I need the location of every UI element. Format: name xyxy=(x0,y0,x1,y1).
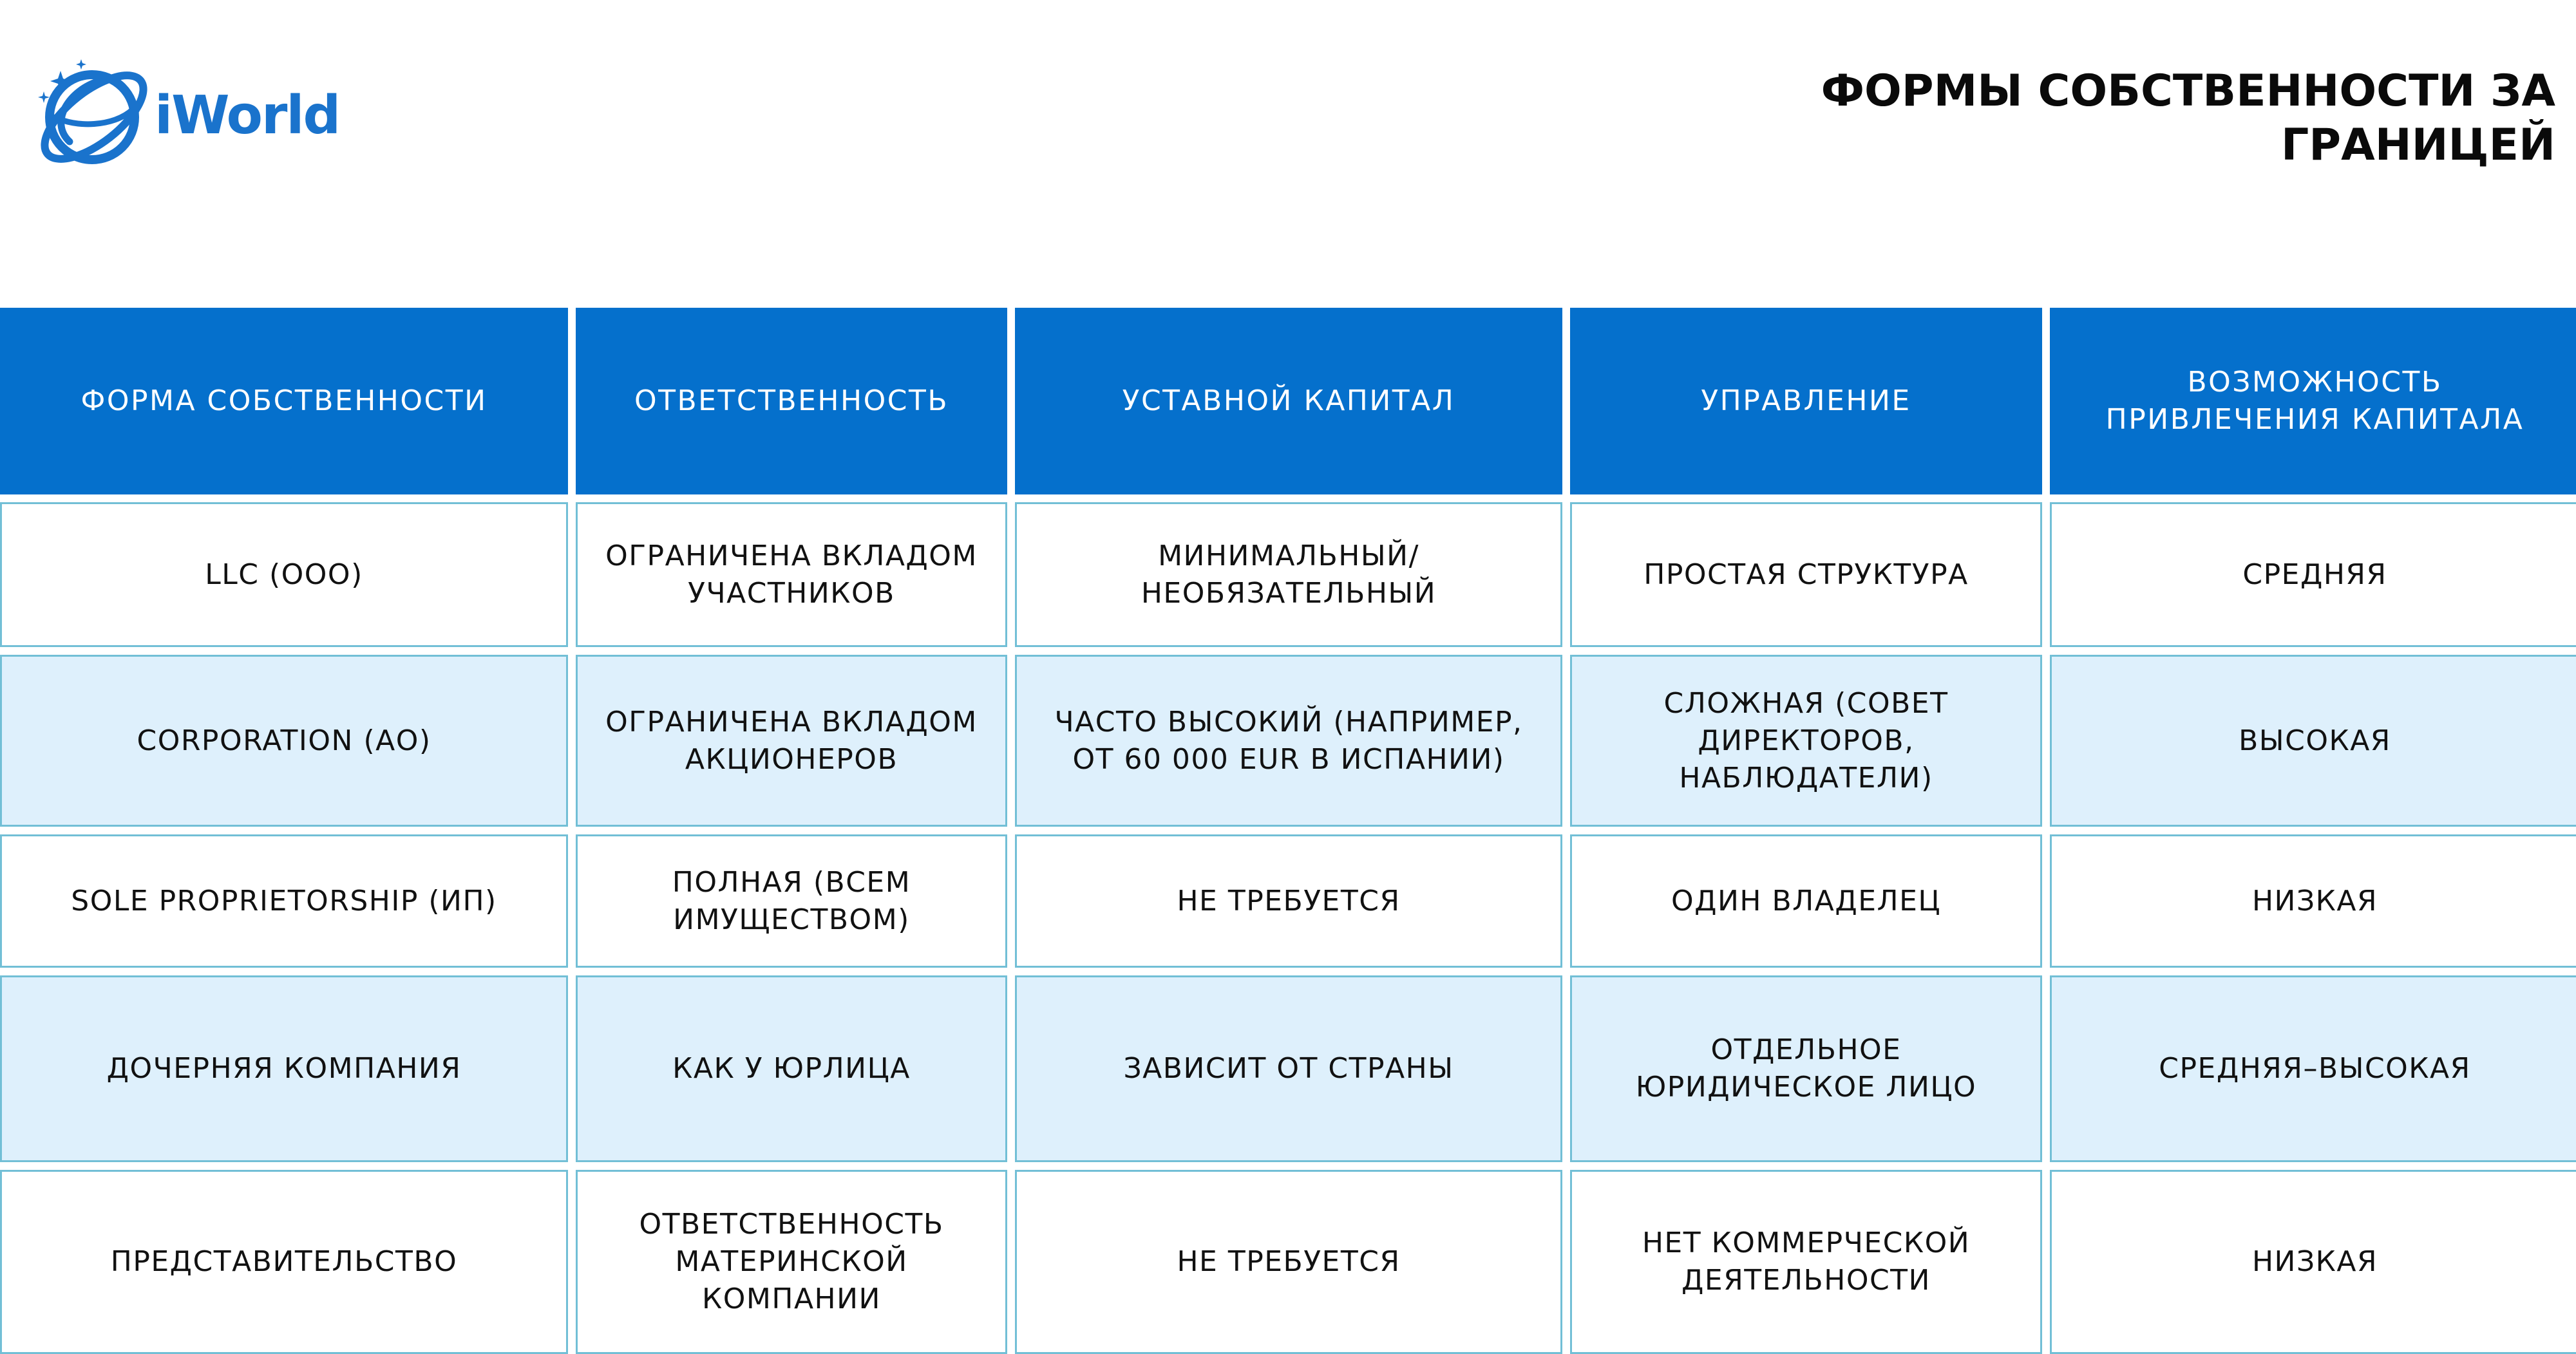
globe-orbit-logo-icon xyxy=(30,45,158,180)
table-cell: МИНИМАЛЬНЫЙ/ НЕОБЯЗАТЕЛЬНЫЙ xyxy=(1015,502,1562,647)
table-cell: ПРОСТАЯ СТРУКТУРА xyxy=(1570,502,2042,647)
table-cell: НЕТ КОММЕРЧЕСКОЙ ДЕЯТЕЛЬНОСТИ xyxy=(1570,1170,2042,1354)
table-cell: CORPORATION (АО) xyxy=(0,655,568,827)
ownership-forms-table xyxy=(0,308,2576,1354)
table-header-cell: ВОЗМОЖНОСТЬ ПРИВЛЕЧЕНИЯ КАПИТАЛА xyxy=(2050,308,2576,494)
table-cell: НЕ ТРЕБУЕТСЯ xyxy=(1015,834,1562,968)
table-cell: ОТВЕТСТВЕННОСТЬ МАТЕРИНСКОЙ КОМПАНИИ xyxy=(576,1170,1007,1354)
table-cell: ЗАВИСИТ ОТ СТРАНЫ xyxy=(1015,975,1562,1162)
table-header-cell: УСТАВНОЙ КАПИТАЛ xyxy=(1015,308,1562,494)
table-cell: ОТДЕЛЬНОЕ ЮРИДИЧЕСКОЕ ЛИЦО xyxy=(1570,975,2042,1162)
table-cell: СРЕДНЯЯ–ВЫСОКАЯ xyxy=(2050,975,2576,1162)
table-header-cell: ФОРМА СОБСТВЕННОСТИ xyxy=(0,308,568,494)
table-cell: НИЗКАЯ xyxy=(2050,834,2576,968)
table-cell: ЧАСТО ВЫСОКИЙ (НАПРИМЕР, ОТ 60 000 EUR В ИСПАНИИ) xyxy=(1015,655,1562,827)
table-header-cell: ОТВЕТСТВЕННОСТЬ xyxy=(576,308,1007,494)
table-cell: ОДИН ВЛАДЕЛЕЦ xyxy=(1570,834,2042,968)
table-cell: ДОЧЕРНЯЯ КОМПАНИЯ xyxy=(0,975,568,1162)
page-title: ФОРМЫ СОБСТВЕННОСТИ ЗА ГРАНИЦЕЙ xyxy=(1821,66,2555,171)
table-cell: ПОЛНАЯ (ВСЕМ ИМУЩЕСТВОМ) xyxy=(576,834,1007,968)
table-cell: КАК У ЮРЛИЦА xyxy=(576,975,1007,1162)
table-cell: ВЫСОКАЯ xyxy=(2050,655,2576,827)
table-cell: НИЗКАЯ xyxy=(2050,1170,2576,1354)
table-cell: ОГРАНИЧЕНА ВКЛАДОМ УЧАСТНИКОВ xyxy=(576,502,1007,647)
table-cell: СРЕДНЯЯ xyxy=(2050,502,2576,647)
logo xyxy=(30,45,339,180)
table-cell: ПРЕДСТАВИТЕЛЬСТВО xyxy=(0,1170,568,1354)
logo-text: iWorld xyxy=(155,84,340,146)
table-cell: LLC (ООО) xyxy=(0,502,568,647)
table-cell: СЛОЖНАЯ (СОВЕТ ДИРЕКТОРОВ, НАБЛЮДАТЕЛИ) xyxy=(1570,655,2042,827)
table-cell: ОГРАНИЧЕНА ВКЛАДОМ АКЦИОНЕРОВ xyxy=(576,655,1007,827)
table-header-cell: УПРАВЛЕНИЕ xyxy=(1570,308,2042,494)
table-cell: НЕ ТРЕБУЕТСЯ xyxy=(1015,1170,1562,1354)
table-cell: SOLE PROPRIETORSHIP (ИП) xyxy=(0,834,568,968)
